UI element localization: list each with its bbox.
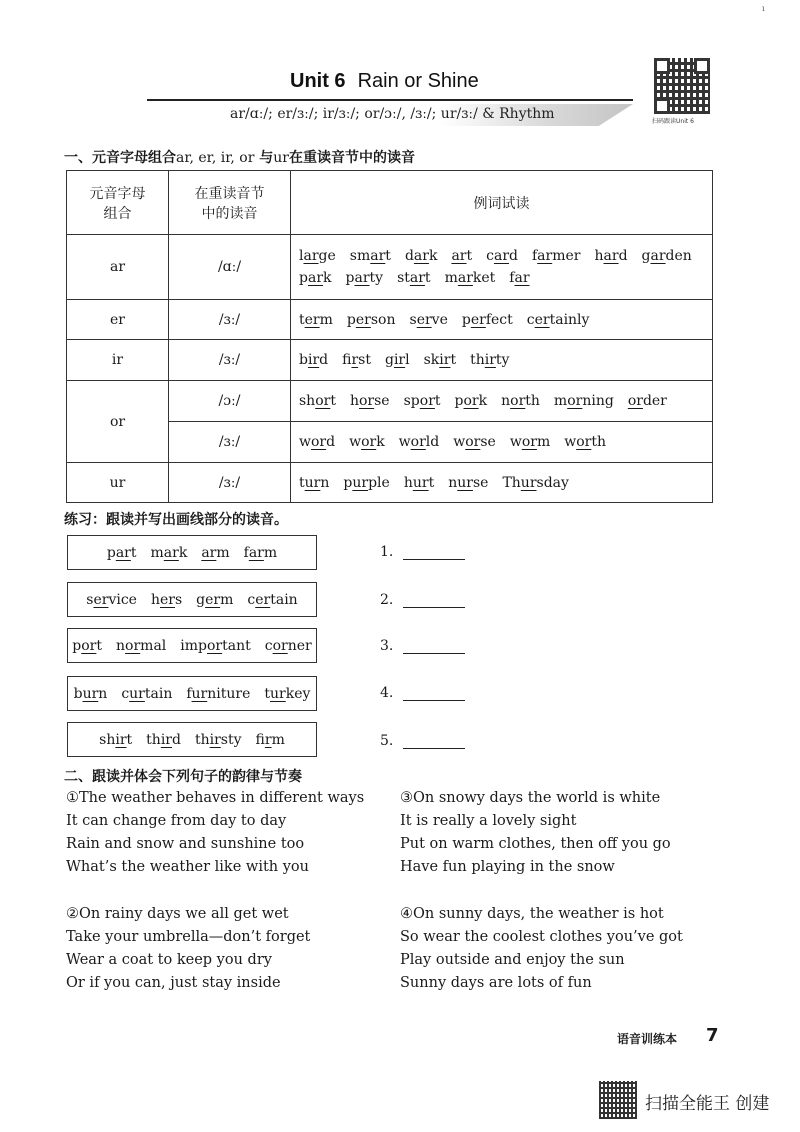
poem-line: Put on warm clothes, then off you go — [400, 836, 671, 852]
poem-line: It is really a lovely sight — [400, 813, 577, 829]
practice-words-box — [67, 722, 317, 757]
example-word: service — [86, 591, 137, 608]
table-row — [67, 235, 713, 300]
practice-words-box — [67, 628, 317, 663]
example-word: farmer — [531, 248, 581, 264]
answer-line — [380, 685, 465, 701]
example-word: sport — [403, 393, 441, 409]
example-word: perfect — [461, 311, 513, 328]
example-words-cell — [291, 422, 713, 463]
page-title — [290, 70, 479, 93]
answer-number: 1. — [380, 544, 394, 560]
phonics-summary: ar/ɑː/; er/ɜː/; ir/ɜː/; or/ɔː/, /ɜː/; ur/ɜː/ & Rhythm — [230, 106, 555, 122]
poem-line: ②On rainy days we all get wet — [66, 906, 289, 922]
poem-line: ③On snowy days the world is white — [400, 790, 661, 806]
sound-cell: /ɜː/ — [169, 340, 291, 381]
example-word: corner — [264, 637, 312, 654]
example-word: firm — [255, 731, 285, 748]
example-word: dark — [404, 248, 438, 264]
sound-cell: /ɔː/ — [169, 381, 291, 422]
example-word: nurse — [448, 474, 489, 491]
answer-blank[interactable] — [403, 734, 465, 749]
poem-4 — [400, 903, 683, 995]
example-words-cell — [291, 381, 713, 422]
example-word: certain — [247, 591, 298, 608]
answer-blank[interactable] — [403, 639, 465, 654]
example-word: large — [299, 248, 336, 264]
example-word: far — [509, 270, 530, 286]
example-word: work — [349, 434, 385, 450]
example-word: bird — [299, 352, 329, 368]
example-word: certainly — [526, 311, 590, 328]
section2-heading: 二、跟读并体会下列句子的韵律与节奏 — [64, 769, 302, 785]
example-word: park — [299, 270, 332, 286]
example-word: port — [72, 637, 103, 654]
example-word: hard — [594, 248, 628, 264]
unit-title: Rain or Shine — [357, 70, 479, 92]
combo-cell: ar — [67, 235, 169, 300]
example-word: worm — [509, 434, 551, 450]
example-word: word — [299, 434, 336, 450]
header-sound: 在重读音节 中的读音 — [169, 171, 291, 235]
sound-cell: /ɑː/ — [169, 235, 291, 300]
page-number: 7 — [706, 1025, 719, 1046]
example-word: shirt — [99, 731, 133, 748]
example-word: short — [299, 393, 336, 409]
poem-2 — [66, 903, 310, 995]
practice-words-box — [67, 535, 317, 570]
poem-line: Wear a coat to keep you dry — [66, 952, 272, 968]
unit-number: Unit 6 — [290, 70, 346, 92]
scanner-watermark: 扫描全能王 创建 — [645, 1094, 770, 1114]
scanner-qr-icon — [599, 1081, 637, 1119]
example-word: hurt — [403, 474, 435, 491]
answer-blank[interactable] — [403, 686, 465, 701]
header-examples: 例词试读 — [291, 171, 713, 235]
section1-heading: 一、元音字母组合ar, er, ir, or 与ur在重读音节中的读音 — [64, 150, 415, 166]
example-words-cell — [291, 340, 713, 381]
example-word: curtain — [121, 685, 173, 702]
poem-line: Sunny days are lots of fun — [400, 975, 592, 991]
example-word: Thursday — [502, 474, 569, 491]
combo-cell: er — [67, 300, 169, 340]
combo-cell: ur — [67, 463, 169, 503]
title-underline — [147, 99, 633, 101]
poem-line: Rain and snow and sunshine too — [66, 836, 305, 852]
sound-cell: /ɜː/ — [169, 300, 291, 340]
example-word: smart — [349, 248, 391, 264]
answer-blank[interactable] — [403, 593, 465, 608]
table-row — [67, 300, 713, 340]
example-word: first — [342, 352, 371, 368]
book-label: 语音训练本 — [617, 1032, 678, 1046]
combo-cell: ir — [67, 340, 169, 381]
example-word: worth — [564, 434, 606, 450]
example-word: worse — [453, 434, 496, 450]
example-word: important — [180, 637, 251, 654]
vowel-combination-table — [66, 170, 713, 503]
example-word: party — [345, 270, 384, 286]
answer-line — [380, 592, 465, 608]
example-word: normal — [116, 637, 167, 654]
poem-line: ①The weather behaves in different ways — [66, 790, 365, 806]
example-word: turn — [299, 474, 330, 491]
example-word: girl — [384, 352, 410, 368]
poem-line: It can change from day to day — [66, 813, 287, 829]
poem-line: Or if you can, just stay inside — [66, 975, 281, 991]
answer-number: 3. — [380, 638, 394, 654]
poem-1 — [66, 787, 364, 879]
table-row — [67, 340, 713, 381]
example-words-cell — [291, 300, 713, 340]
answer-line — [380, 544, 465, 560]
practice-heading: 练习：跟读并写出画线部分的读音。 — [64, 512, 288, 528]
example-word: hers — [150, 591, 183, 608]
example-word: garden — [641, 248, 692, 264]
example-word: person — [346, 311, 396, 328]
example-word: serve — [409, 311, 448, 328]
poem-line: What’s the weather like with you — [66, 859, 309, 875]
example-word: germ — [196, 591, 234, 608]
example-word: north — [501, 393, 540, 409]
header-combo: 元音字母 组合 — [67, 171, 169, 235]
poem-line: Have fun playing in the snow — [400, 859, 615, 875]
practice-words-box — [67, 676, 317, 711]
qr-caption: 扫码跟读Unit 6 — [652, 118, 694, 125]
table-row — [67, 463, 713, 503]
example-word: farm — [243, 544, 278, 561]
example-words-cell — [291, 235, 713, 300]
example-word: card — [486, 248, 518, 264]
example-word: horse — [349, 393, 390, 409]
example-word: furniture — [186, 685, 251, 702]
answer-line — [380, 733, 465, 749]
example-word: purple — [343, 474, 390, 491]
example-word: order — [627, 393, 667, 409]
example-word: thirty — [470, 352, 510, 368]
example-words-cell — [291, 463, 713, 503]
example-word: morning — [553, 393, 614, 409]
example-word: world — [398, 434, 440, 450]
example-word: turkey — [264, 685, 311, 702]
example-word: start — [397, 270, 431, 286]
example-word: mark — [150, 544, 188, 561]
qr-code-icon[interactable] — [654, 58, 710, 114]
example-word: arm — [201, 544, 230, 561]
example-word: pork — [454, 393, 488, 409]
sound-cell: /ɜː/ — [169, 463, 291, 503]
poem-line: Take your umbrella—don’t forget — [66, 929, 311, 945]
table-row — [67, 381, 713, 422]
example-word: third — [146, 731, 181, 748]
answer-number: 2. — [380, 592, 394, 608]
poem-line: ④On sunny days, the weather is hot — [400, 906, 664, 922]
example-word: skirt — [423, 352, 457, 368]
answer-line — [380, 638, 465, 654]
poem-line: Play outside and enjoy the sun — [400, 952, 625, 968]
answer-blank[interactable] — [403, 545, 465, 560]
answer-number: 4. — [380, 685, 394, 701]
practice-words-box — [67, 582, 317, 617]
example-word: thirsty — [194, 731, 242, 748]
answer-number: 5. — [380, 733, 394, 749]
poem-3 — [400, 787, 671, 879]
poem-line: So wear the coolest clothes you’ve got — [400, 929, 683, 945]
example-word: part — [106, 544, 137, 561]
example-word: term — [299, 311, 333, 328]
example-word: market — [444, 270, 496, 286]
example-word: art — [451, 248, 473, 264]
sound-cell: /ɜː/ — [169, 422, 291, 463]
combo-cell: or — [67, 381, 169, 463]
table-header-row — [67, 171, 713, 235]
example-word: burn — [73, 685, 108, 702]
corner-mark: ı — [762, 4, 765, 13]
